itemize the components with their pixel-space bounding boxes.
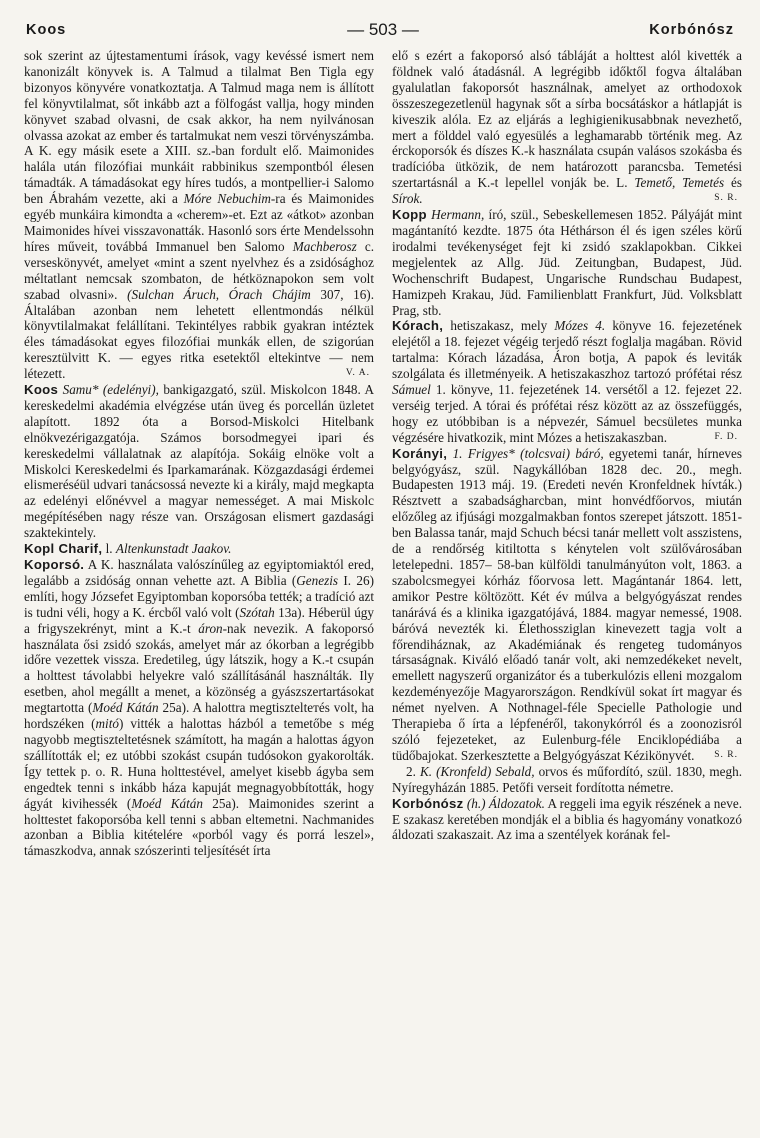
entry-korbonosz bbox=[392, 796, 742, 844]
entry-cherem-continuation bbox=[24, 48, 374, 382]
page-header bbox=[24, 22, 742, 48]
entry-koos bbox=[24, 382, 374, 541]
headword: Koporsó. bbox=[24, 557, 85, 573]
author-signature: F. D. bbox=[714, 431, 738, 442]
text-run: 1. Frigyes* (tolcsvai) báró, bbox=[447, 445, 604, 461]
entry-koranyi-1 bbox=[392, 446, 742, 764]
text-run: Sírok. bbox=[392, 191, 423, 207]
text-run: Samu* (edelényi), bbox=[62, 382, 159, 398]
text-run: bankigazgató, szül. Miskolcon 1848. A kereskedelmi akadémia elvégzése után üveg és porcellán üzletet alapított. 1892 óta a Borsod-Miskolci Hitelbank elnökvezérigazgatója. Számos borsodmegyei ipari és kereskedelmi vállalatnak az alapítója. Sokáig elnöke volt a Miskolci Kereskedelmi és Iparkamarának. Közgazdasági érdemei elismeréséül udvari tanácsossá nevezte ki a király, majd megkapta az edelényi előnévvel a magyar nemességet. A mai Miskolc megépítésében nagy része van. Országosan elismert gazdasági szaktekintely. bbox=[24, 382, 374, 541]
text-run: 1. könyve, 11. fejezetének 14. versétől a 12. fejezet 22. verséig terjed. A tórai és prófétai rész között az az összefüggés, hogy ez utóbbiban is a népvezér, Sámuel becsületes munka végzésére hivatkozik, mint Mózes a hetiszakaszban. bbox=[392, 382, 742, 445]
entry-kopl-charif bbox=[24, 541, 374, 557]
entry-koranyi-2 bbox=[392, 764, 742, 796]
text-run: A reggeli ima egyik részének a neve. E szakasz keretében mondják el a biblia és hagyomány vonatkozó áldozati szakaszait. Az ima a szentélyek korának fel- bbox=[392, 795, 743, 843]
text-run: sok szerint az újtestamentumi írások, vagy kevéssé ismert nem kanonizált könyvek is. A Talmud a tilalmat Ben Tigla egy bizonyos könyvére vonatkoztatja. A Talmud maga nem is állított fel könyvtilalmat, sőt inkább azt a fölfogást vallja, hogy minden könyvet szabad olvasni, de csak akkor, ha nem nyilvánosan olvassa azokat az ember és tartalmukat nem veszi törvényszámba. A K. egy másik esete a XIII. sz.-ban fordult elő. Maimonides halála után filozófiai munkáit rabbinikus szempontból élesen támadták. A támadásokat egy híres tudós, a montpellier-i Salomo ben Ábrahám vezette, aki a bbox=[24, 48, 374, 207]
text-run: orvos és műfordító, szül. 1830, megh. Nyíregyházán 1885. Petőfi verseit fordította németre. bbox=[392, 763, 743, 795]
text-run: Machberosz bbox=[292, 238, 357, 254]
text-run: 13a). Héberül úgy a frigyszekrényt, mint a K.-t bbox=[24, 604, 374, 636]
text-run: ) vitték a halottas házból a temetőbe s még nagyobb megtiszteltetésnek számított, ha magán a halottas ágyon szállították el; ez utóbbi szokást csupán tudósokon gyakorolták. Így tettek p. o. R. Huna holttestével, amelyet kisebb ágyba sem engedtek tenni s inkább háza kapuját megnagyobbították, hogy ágyát kivihessék ( bbox=[24, 716, 374, 811]
entry-koporso bbox=[24, 557, 374, 859]
right-column bbox=[392, 48, 742, 859]
headword: Koos bbox=[24, 382, 59, 398]
text-run: Genezis bbox=[296, 572, 339, 588]
headword: Kopp bbox=[392, 207, 427, 223]
author-signature: S. R. bbox=[714, 193, 738, 204]
headword: Kórach, bbox=[392, 318, 444, 334]
entry-koporso-continuation bbox=[392, 48, 742, 207]
text-run: hetiszakasz, mely bbox=[443, 318, 555, 334]
text-run: (Sulchan Áruch, Órach Chájim bbox=[127, 286, 311, 302]
author-signature: S. R. bbox=[714, 749, 738, 760]
text-run: Szótah bbox=[239, 604, 275, 620]
text-run: író, szül., Sebeskellemesen 1852. Pályáját mint magántanító kezdte. 1875 óta Héthárson él és igen széles körű irodalmi tevékenységet fejt ki zsidó szaklapokban. Cikkei megjelentek az Allg. Jüd. Zeitungban, Budapest, Jüd. Wochenschrift Budapest, Ungarische Rundschau Budapest, Hamizpeh Krakau, Jüd. Familienblatt Frankfurt, Jüd. Volksblatt Prag, stb. bbox=[392, 207, 743, 318]
text-run: 2. bbox=[406, 763, 420, 779]
text-run: Moéd Kátán bbox=[131, 795, 203, 811]
text-run: Sámuel bbox=[392, 382, 431, 398]
headword: Korányi, bbox=[392, 445, 448, 461]
entry-kopp bbox=[392, 207, 742, 318]
entry-korach bbox=[392, 318, 742, 445]
text-run: -ra és Maimonides egyéb munkáira kimondta a «cherem»-et. Ezt az «átkot» azonban Maimonides hívei visszavonatták. Hasonló sors érte Mendelssohn híres műveit, továbbá Immanuel ben Salomo bbox=[24, 191, 375, 254]
headword: Kopl Charif, bbox=[24, 541, 103, 557]
text-run: I. 26) említi, hogy Józsefet Egyiptomban koporsóba tették; a tradíció azt is tudni véli, hogy a K. ércből való volt ( bbox=[24, 572, 374, 620]
left-column bbox=[24, 48, 374, 859]
text-run: K. (Kronfeld) Sebald, bbox=[419, 763, 535, 779]
text-run: Mózes 4. bbox=[554, 318, 606, 334]
text-run: mitó bbox=[95, 716, 119, 732]
page-number: — 503 — bbox=[347, 20, 419, 39]
text-run: elő s ezért a fakoporsó alsó tábláját a holttest alól kivették a földnek való átadásnál. A legrégibb időktől fogva általában gyalulatlan fakoporsót használnak, amelyet az orthodoxok összeszegezetlenül hagynak sőt a sírba bocsátáskor a hátlapját is kiveszik alóla. Ez az eljárás a leghigienikusabbnak nevezhető, mert a földdel való egyesülés a leghamarabb történik meg. Az érckoporsók és díszes K.-k használata csupán valásos szokásba és tradícióba ütközik, de nem határozott parancsba. Temetési szertartásnál a K.-t lepellel vonják be. L. bbox=[392, 48, 742, 191]
text-run: l. bbox=[102, 541, 116, 557]
text-run: 25a). A halottra megtisztelteтés volt, ha hordszéken ( bbox=[24, 700, 374, 732]
header-left-keyword: Koos bbox=[26, 22, 67, 38]
cross-reference: Altenkunstadt Jaakov. bbox=[115, 541, 232, 557]
text-run: egyetemi tanár, hírneves belgyógyász, szül. Nagykállóban 1828 dec. 20., megh. Budapesten 1913 máj. 19. (Eredeti nevén Kronfeldnek hívták.) Résztvett a szabadságharcban, mint honvédfőorvos, miután előzőleg az ifjúsági mozgalmakban fontos szerepet játszott. 1851-ben Balassa tanár, majd Schuch bécsi tanár mellett volt asszistens, de a rendőrség kitiltotta s kénytelen volt szülővárosában letelepedni. 1857– 58-ban külföldi tanulmányúton volt, 1863. a szabolcsmegyei kórház főorvosa lett. Magántanár 1864. lett, amikor Pestre költözött. Két év múlva a belgyógyászat rendes tanárává és a klinika igazgatójává, 1884. magyar nemessé, 1908. báróvá nevezték ki. Élethossziglan kinevezett tagja volt a főrendiháznak, az Akadémiának és rengeteg tudományos társaságnak. Kiváló előadó tanár volt, aki nemzedékeket nevelt, emellett nagyszerű organizátor és a tuberkulózis elleni mozgalom kezdeményezője Magyarországon. Rendkívül sokat írt magyar és német nyelven. A Nothnagel-féle Specielle Pathologie und Therapieba ő írta a lépfenéről, takonykórról és a zoonozisról szóló fejezeteket, az Eulenburg-féle Enciklopédiába a tüdőbajokat. Szerkesztette a Belgyógyászat Kézikönyvét. bbox=[392, 445, 743, 763]
text-run: és bbox=[724, 175, 742, 191]
text-run: (h.) Áldozatok. bbox=[463, 795, 545, 811]
headword: Korbónósz bbox=[392, 795, 464, 811]
text-run: A K. használata valószínűleg az egyiptomiaktól ered, legalább a zsidóság onnan vehette azt. A Biblia ( bbox=[24, 557, 374, 588]
text-run: 307, 16). Általában azonban nem lehetett ellentmondás nélkül könyvtilalmakat felállítani. Tekintélyes rabbik gyakran intéztek éles támadásokat egyes filozófiai munkák ellen, de szigorúan keresztülvitt K. — egyes ritka esetektől eltekintve — nem létezett. bbox=[24, 286, 374, 382]
text-run: Moéd Kátán bbox=[92, 700, 159, 716]
text-run: 25a). Maimonides szerint a holttestet fakoporsóba kell tenni s abban eltemetni. Nachmanides azonban a Biblia kitételére «porból vagy és porrá leszel», támaszkodva, annak szószerinti teljesítését írta bbox=[24, 795, 375, 859]
text-run: -nak nevezik. A fakoporsó használata ősi zsidó szokás, amelyet már az ókorban a legrégibb időre vezettek vissza. Eredetileg, úgy látszik, hogy a K.-t csupán a holttest távolabbi helyekre való szállításánál használták. Ily esetben, ahol megállt a menet, a közönség a gyászszertartásokat megtartotta ( bbox=[24, 620, 374, 716]
text-run: Hermann, bbox=[431, 207, 485, 223]
text-run: c. verseskönyvét, amelyet «mint a szent nyelvhez és a zsidósághoz méltatlant nemcsak szombaton, de hétköznapokon sem volt szabad olvasni». bbox=[24, 238, 374, 302]
text-columns bbox=[24, 48, 742, 859]
text-run: könyve 16. fejezetének elejétől a 18. fejezet végéig terjedő részt foglalja magában. Rövid tartalma: Kórach lázadása, Áron botja, A papok és leviták szolgálata és illetményeik. A hetiszakaszhoz tartozó prófétai rész bbox=[392, 318, 742, 382]
text-run: Temető, Temetés bbox=[634, 175, 725, 191]
header-right-keyword: Korbónósz bbox=[649, 22, 734, 38]
author-signature: V. A. bbox=[345, 368, 370, 379]
text-run: áron bbox=[198, 620, 223, 636]
text-run: Móre Nebuchim bbox=[183, 191, 271, 207]
